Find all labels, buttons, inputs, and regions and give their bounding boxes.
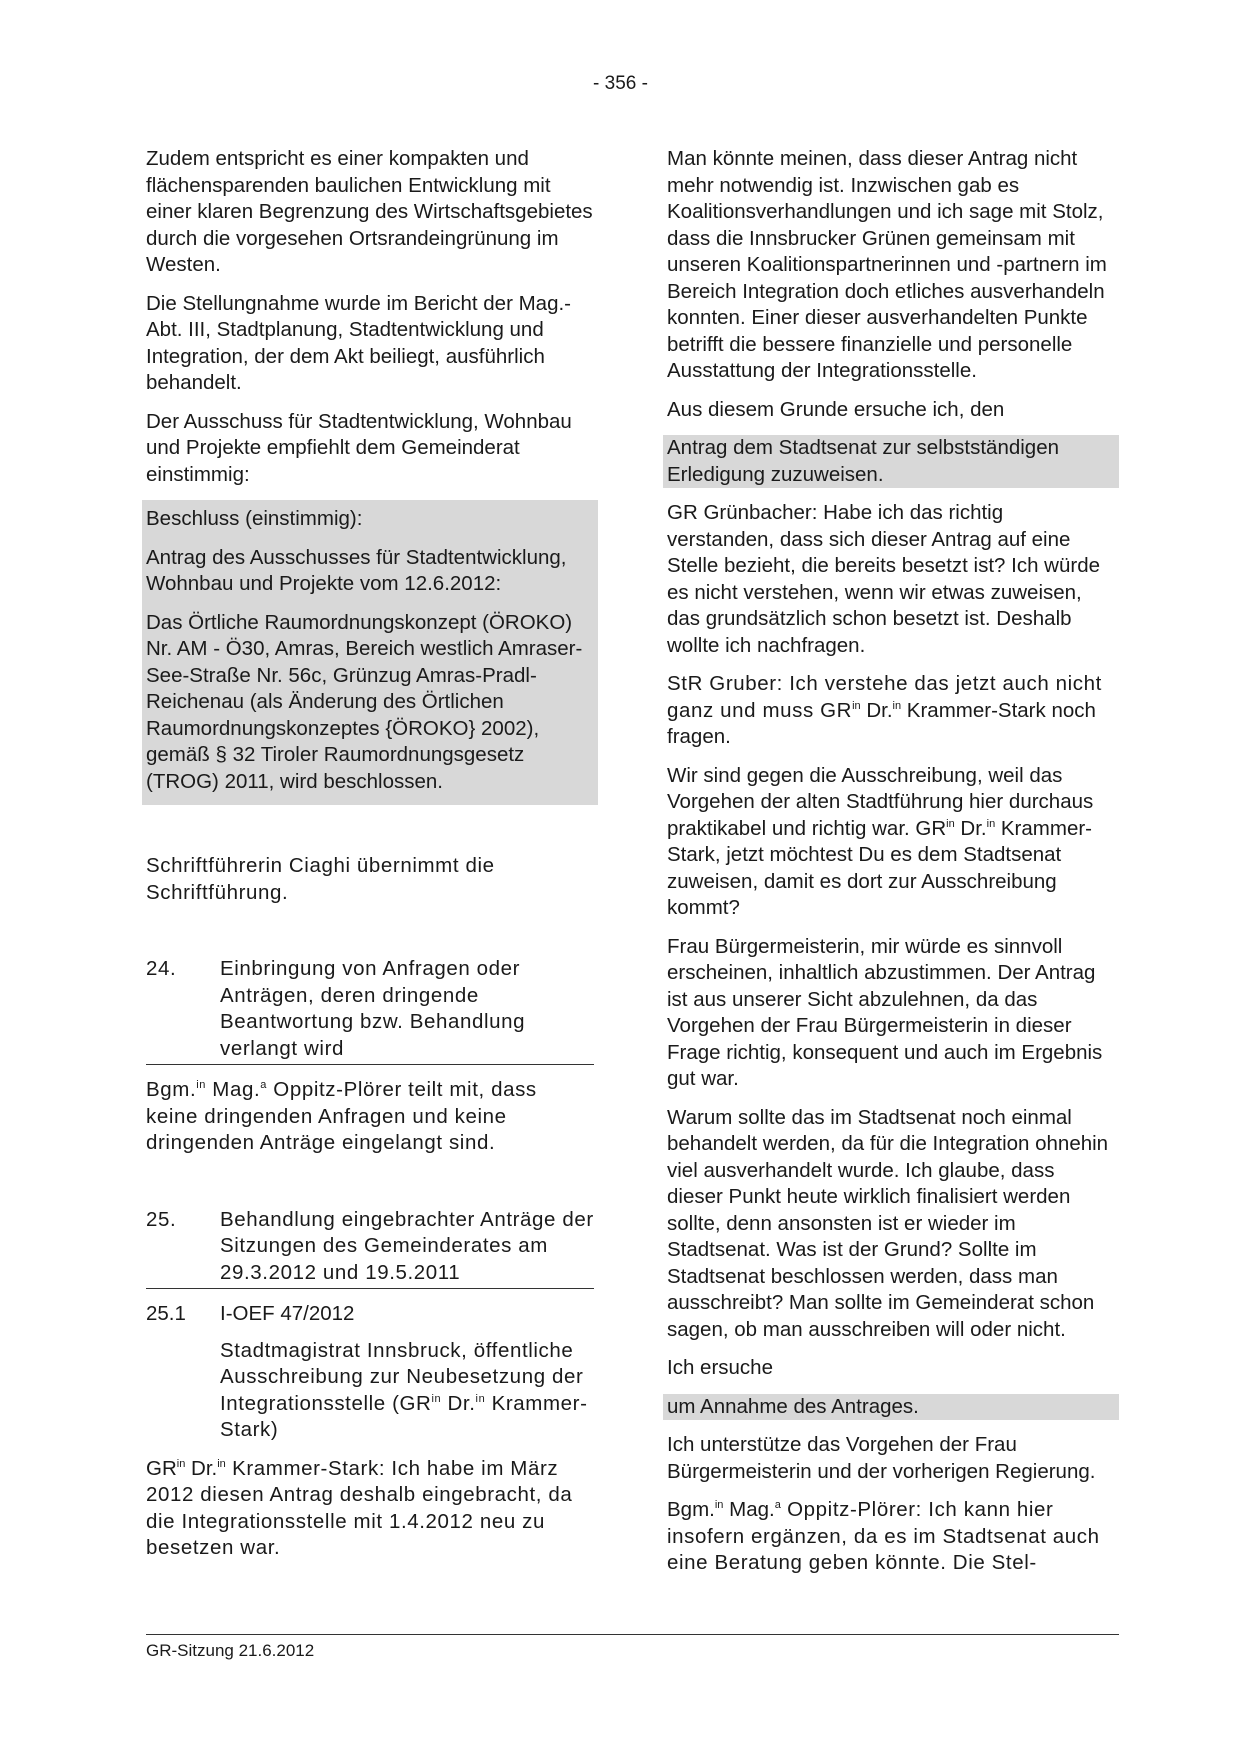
paragraph: Der Ausschuss für Stadtentwicklung, Wohnbau und Projekte empfiehlt dem Gemeinderat einstimmig:	[146, 409, 572, 486]
paragraph: Schriftführerin Ciaghi übernimmt die Schriftführung.	[146, 854, 495, 904]
agenda-number: 25.1	[146, 1302, 186, 1325]
paragraph: $GR^{in}$ Dr.$^{in}$ Krammer-Stark: Ich habe im März 2012 diesen Antrag deshalb eingebracht, da die Integrationsstelle mit 1.4.2012 neu zu besetzen war.	[146, 1456, 573, 1559]
page-number: - 356 -	[593, 73, 648, 94]
paragraph: StR Gruber: Ich verstehe das jetzt auch nicht ganz und muss $GR^{in}$ Dr.$^{in}$ Krammer-Stark noch fragen.	[667, 672, 1102, 748]
right-column	[667, 146, 1115, 1589]
paragraph: Warum sollte das im Stadtsenat noch einmal behandelt werden, da für die Integration ohnehin viel ausverhandelt wurde. Ich glaube, dass dieser Punkt heute wirklich finalisiert werden sollte, denn ansonsten ist er wieder im Stadtsenat. Was ist der Grund? Sollte im Stadtsenat beschlossen werden, dass man ausschreibt? Man sollte im Gemeinderat schon sagen, ob man ausschreiben will oder nicht.	[667, 1105, 1109, 1341]
paragraph: Die Stellungnahme wurde im Bericht der Mag.-Abt. III, Stadtplanung, Stadtentwicklung und Integration, der dem Akt beiliegt, ausführlich behandelt.	[146, 291, 571, 394]
motion-highlight: um Annahme des Antrages.	[663, 1394, 1119, 1421]
paragraph: Frau Bürgermeisterin, mir würde es sinnvoll erscheinen, inhaltlich abzustimmen. Der Antrag ist aus unserer Sicht abzulehnen, da das Vorgehen der Frau Bürgermeisterin in dieser Frage richtig, konsequent und auch im Ergebnis gut war.	[667, 934, 1103, 1090]
agenda-item-24	[146, 956, 594, 1065]
agenda-description: Stadtmagistrat Innsbruck, öffentliche Ausschreibung zur Neubesetzung der Integrationsstelle ($GR^{in}$ Dr.$^{in}$ Krammer-Stark)	[220, 1338, 588, 1441]
resolution-heading: Beschluss (einstimmig):	[146, 507, 363, 530]
paragraph: Bgm.$^{in}$ Mag.$^a$ Oppitz-Plörer teilt mit, dass keine dringenden Anfragen und keine dringenden Anträge eingelangt sind.	[146, 1078, 537, 1154]
agenda-item-25-1	[146, 1301, 594, 1328]
agenda-title: Behandlung eingebrachter Anträge der Sitzungen des Gemeinderates am 29.3.2012 und 19.5.2011	[220, 1207, 594, 1284]
resolution-text: Das Örtliche Raumordnungskonzept (ÖROKO) Nr. AM - Ö30, Amras, Bereich westlich Amraser-See-Straße Nr. 56c, Grünzug Amras-Pradl-Reichenau (als Änderung des Örtlichen Raumordnungskonzeptes {ÖROKO} 2002), gemäß § 32 Tiroler Raumordnungsgesetz (TROG) 2011, wird beschlossen.	[146, 610, 583, 793]
resolution-motion: Antrag des Ausschusses für Stadtentwicklung, Wohnbau und Projekte vom 12.6.2012:	[146, 545, 567, 595]
paragraph: Zudem entspricht es einer kompakten und flächensparenden baulichen Entwicklung mit einer klaren Begrenzung des Wirtschaftsgebietes durch die vorgesehen Ortsrandeingrünung im Westen.	[146, 147, 593, 276]
agenda-number: 24.	[146, 957, 177, 980]
resolution-box	[142, 500, 598, 805]
footer: GR-Sitzung 21.6.2012	[146, 1641, 315, 1660]
paragraph: GR Grünbacher: Habe ich das richtig verstanden, dass sich dieser Antrag auf eine Stelle bezieht, die bereits besetzt ist? Ich würde es nicht verstehen, wenn wir etwas zuweisen, das grundsätzlich schon besetzt ist. Deshalb wollte ich nachfragen.	[667, 501, 1101, 657]
agenda-number: 25.	[146, 1207, 177, 1231]
paragraph: Man könnte meinen, dass dieser Antrag nicht mehr notwendig ist. Inzwischen gab es Koalitionsverhandlungen und ich sage mit Stolz, dass die Innsbrucker Grünen gemeinsam mit unseren Koalitionspartnerinnen und -partnern im Bereich Integration doch etliches ausverhandeln konnten. Einer dieser ausverhandelten Punkte betrifft die bessere finanzielle und personelle Ausstattung der Integrationsstelle.	[667, 147, 1107, 382]
paragraph: Wir sind gegen die Ausschreibung, weil das Vorgehen der alten Stadtführung hier durchaus praktikabel und richtig war. $GR^{in}$ Dr.$^{in}$ Krammer-Stark, jetzt möchtest Du es dem Stadtsenat zuweisen, damit es dort zur Ausschreibung kommt?	[667, 763, 1094, 919]
agenda-item-25	[146, 1207, 594, 1290]
left-column	[146, 146, 594, 1574]
agenda-title: I-OEF 47/2012	[220, 1302, 355, 1325]
paragraph: Ich ersuche	[667, 1356, 773, 1379]
paragraph: Ich unterstütze das Vorgehen der Frau Bürgermeisterin und der vorherigen Regierung.	[667, 1433, 1096, 1483]
footer-divider	[146, 1634, 1119, 1635]
agenda-title: Einbringung von Anfragen oder Anträgen, deren dringende Beantwortung bzw. Behandlung verlangt wird	[220, 957, 526, 1060]
paragraph: Aus diesem Grunde ersuche ich, den	[667, 397, 1005, 421]
paragraph: Bgm.$^{in}$ Mag.$^a$ Oppitz-Plörer: Ich kann hier insofern ergänzen, da es im Stadtsenat auch eine Beratung geben könnte. Die Stel-	[667, 1498, 1100, 1574]
motion-highlight: Antrag dem Stadtsenat zur selbstständigen Erledigung zuzuweisen.	[663, 435, 1119, 488]
